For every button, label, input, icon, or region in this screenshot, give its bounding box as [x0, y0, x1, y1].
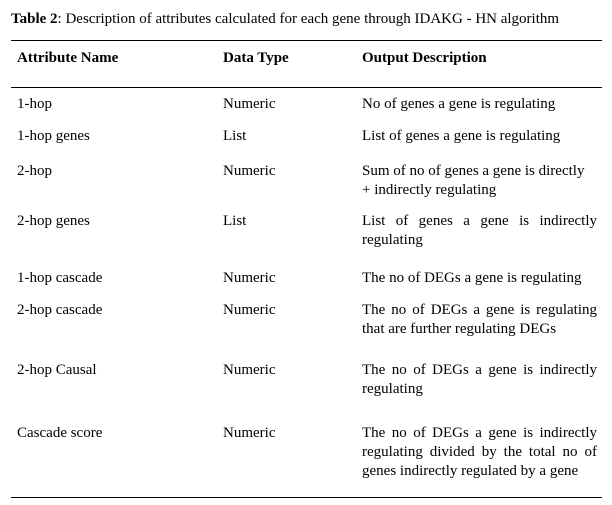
row-2-data-type: List [223, 128, 247, 144]
table-bottom-rule [11, 497, 602, 498]
table-caption-text: : Description of attributes calculated for each gene through IDAKG - HN algorithm [57, 11, 560, 27]
row-1-data-type: Numeric [223, 96, 276, 112]
table-top-rule [11, 40, 602, 41]
header-output-description: Output Description [362, 50, 487, 66]
row-3-attribute-name: 2-hop [17, 163, 52, 179]
row-5-output-description: The no of DEGs a gene is regulating [362, 270, 582, 286]
row-7-attribute-name: 2-hop Causal [17, 362, 97, 378]
row-4-data-type: List [223, 213, 247, 229]
header-data-type: Data Type [223, 50, 289, 66]
row-8-attribute-name: Cascade score [17, 425, 103, 441]
row-5-attribute-name: 1-hop cascade [17, 270, 103, 286]
row-7-data-type: Numeric [223, 362, 276, 378]
row-8-data-type: Numeric [223, 425, 276, 441]
row-6-data-type: Numeric [223, 302, 276, 318]
row-8-output-description: The no of DEGs a gene is indirectly regulating divided by the total no of genes indirectly regulated by a gene [362, 425, 597, 479]
row-3-output-description-line-1: Sum of no of genes a gene is directly [362, 163, 585, 179]
table-caption-label: Table 2 [11, 11, 58, 27]
row-4-output-description: List of genes a gene is indirectly regulating [362, 213, 597, 248]
row-3-output-description-line-2: + indirectly regulating [362, 182, 497, 198]
row-4-attribute-name: 2-hop genes [17, 213, 90, 229]
row-6-attribute-name: 2-hop cascade [17, 302, 103, 318]
row-6-output-description: The no of DEGs a gene is regulating that are further regulating DEGs [362, 302, 597, 337]
row-3-data-type: Numeric [223, 163, 276, 179]
row-5-data-type: Numeric [223, 270, 276, 286]
row-1-output-description: No of genes a gene is regulating [362, 96, 556, 112]
row-1-attribute-name: 1-hop [17, 96, 52, 112]
table-header-rule [11, 87, 602, 88]
row-2-output-description: List of genes a gene is regulating [362, 128, 561, 144]
row-3-output-description [362, 162, 597, 199]
header-attribute-name: Attribute Name [17, 50, 119, 66]
row-7-output-description: The no of DEGs a gene is indirectly regulating [362, 362, 597, 397]
row-2-attribute-name: 1-hop genes [17, 128, 90, 144]
table-caption [11, 10, 559, 29]
